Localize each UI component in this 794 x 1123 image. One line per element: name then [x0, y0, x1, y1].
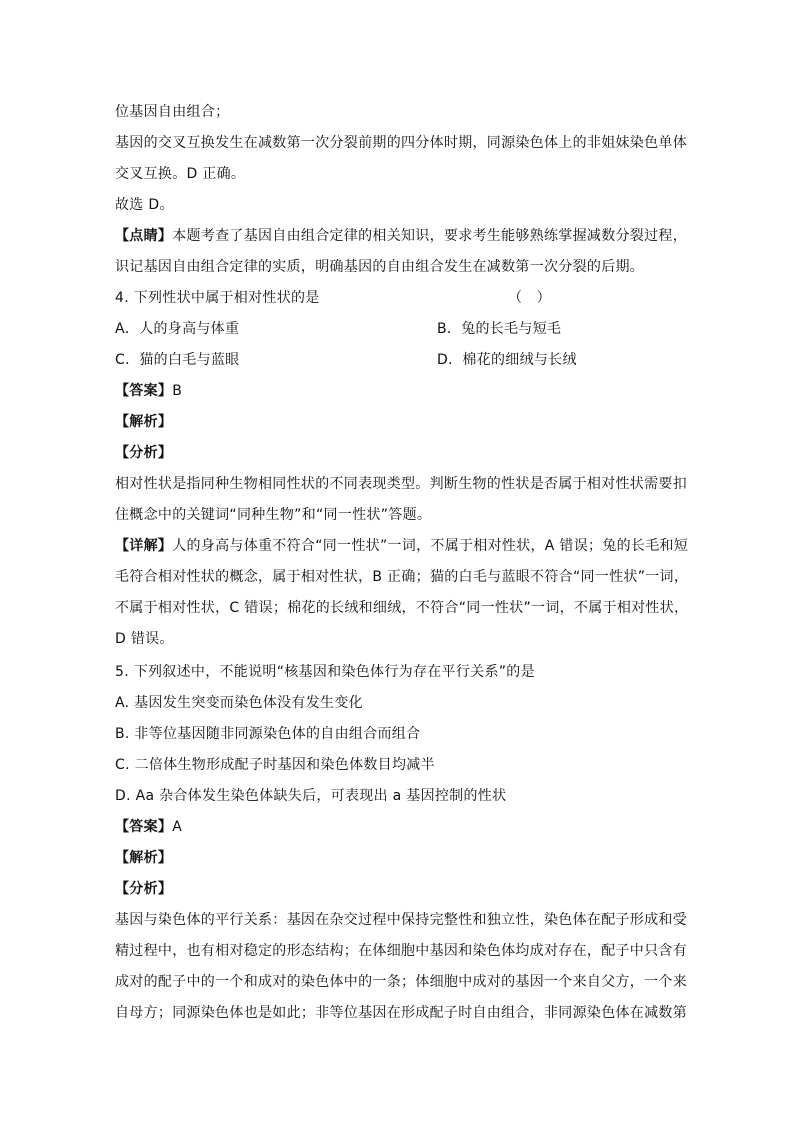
text-line: 自母方；同源染色体也是如此；非等位基因在形成配子时自由组合，非同源染色体在减数第 [115, 1005, 687, 1021]
section-tag: 【解析】 [115, 414, 173, 430]
option-d: D．棉花的细绒与长绒 [437, 352, 577, 368]
text-line: 交叉互换。D 正确。 [115, 166, 246, 182]
section-tag: 【点睛】 [115, 228, 173, 244]
option-row [115, 314, 695, 345]
question-4 [115, 283, 695, 314]
answer-value: B [172, 383, 183, 399]
answer-line [115, 376, 695, 407]
text-line: 基因的交叉互换发生在减数第一次分裂前期的四分体时期，同源染色体上的非姐妹染色单体 [115, 135, 687, 151]
section-tag: 【分析】 [115, 445, 173, 461]
option-b: B．兔的长毛与短毛 [437, 321, 562, 337]
question-stem: 4. 下列性状中属于相对性状的是 [115, 290, 320, 306]
option-b: B. 非等位基因随非同源染色体的自由组合而组合 [115, 726, 421, 742]
option-c: C．猫的白毛与蓝眼 [115, 352, 240, 368]
text-line: 成对的配子中的一个和成对的染色体中的一条；体细胞中成对的基因一个来自父方，一个来 [115, 974, 687, 990]
text-line: 识记基因自由组合定律的实质，明确基因的自由组合发生在减数第一次分裂的后期。 [115, 259, 645, 275]
text-line [115, 531, 695, 562]
section-tag: 【详解】 [115, 538, 173, 554]
text-line: 住概念中的关键词“同种生物”和“同一性状”答题。 [115, 507, 432, 523]
text-line: D 错误。 [115, 631, 174, 647]
answer-line [115, 812, 695, 843]
option-a: A. 基因发生突变而染色体没有发生变化 [115, 695, 363, 711]
text-line: 位基因自由组合； [115, 104, 230, 120]
section-tag: 【答案】 [115, 819, 173, 835]
text-line: 毛符合相对性状的概念，属于相对性状，B 正确；猫的白毛与蓝眼不符合“同一性状”一词， [115, 569, 689, 585]
option-c: C. 二倍体生物形成配子时基因和染色体数目均减半 [115, 757, 435, 773]
text-line: 精过程中，也有相对稳定的形态结构；在体细胞中基因和染色体均成对存在，配子中只含有 [115, 943, 687, 959]
text-line: 不属于相对性状，C 错误；棉花的长绒和细绒，不符合“同一性状”一词，不属于相对性状， [115, 600, 689, 616]
section-tag: 【分析】 [115, 881, 173, 897]
text-line: 故选 D。 [115, 197, 174, 213]
option-a: A．人的身高与体重 [115, 321, 240, 337]
question-5: 5. 下列叙述中，不能说明“核基因和染色体行为存在平行关系”的是 [115, 664, 535, 680]
text-line: 基因与染色体的平行关系：基因在杂交过程中保持完整性和独立性，染色体在配子形成和受 [115, 912, 687, 928]
answer-value: A [172, 819, 183, 835]
option-row [115, 345, 695, 376]
section-tag: 【解析】 [115, 850, 173, 866]
text-span: 人的身高与体重不符合“同一性状”一词，不属于相对性状，A 错误；兔的长毛和短 [172, 538, 689, 554]
option-d: D. Aa 杂合体发生染色体缺失后，可表现出 a 基因控制的性状 [115, 788, 507, 804]
answer-blank: （ ） [508, 290, 551, 306]
section-tag: 【答案】 [115, 383, 173, 399]
text-span: 本题考查了基因自由组合定律的相关知识，要求考生能够熟练掌握减数分裂过程， [172, 228, 688, 244]
text-line: 相对性状是指同种生物相同性状的不同表现类型。判断生物的性状是否属于相对性状需要扣 [115, 476, 687, 492]
text-line [115, 221, 695, 252]
